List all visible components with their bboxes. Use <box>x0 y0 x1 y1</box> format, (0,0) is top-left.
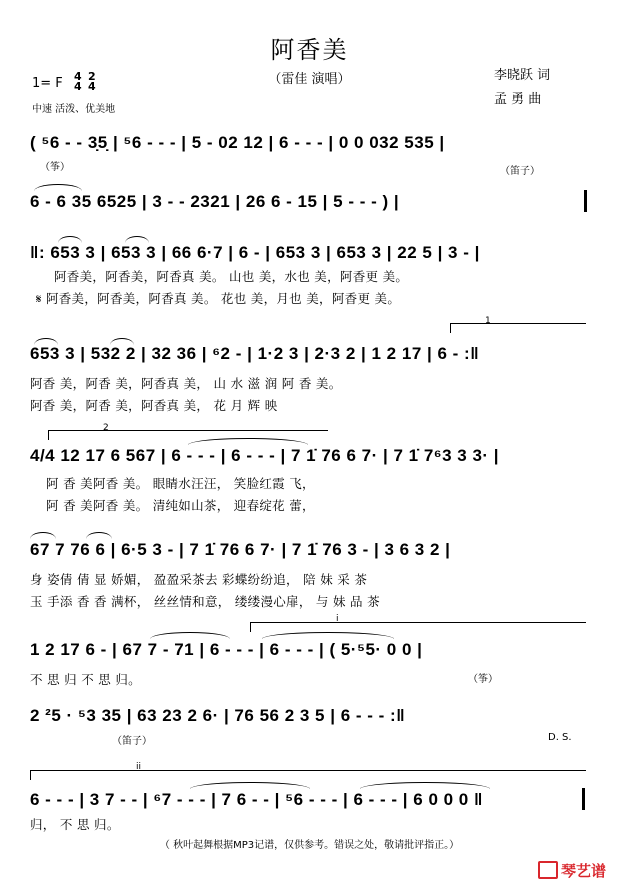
volta-number-ii: ii <box>136 762 142 772</box>
logo-icon <box>538 861 558 879</box>
tie <box>262 632 394 639</box>
volta-number-1: 1 <box>485 316 491 326</box>
tempo-marking: 中速 活泼、优美地 <box>32 104 116 115</box>
volta-bracket-2-edge <box>48 430 49 440</box>
volta-bracket-i-edge <box>250 622 251 632</box>
volta-number-2: 2 <box>103 423 109 433</box>
lyric-row-7-verse-1: 不 思 归 不 思 归。 <box>30 672 141 687</box>
slur <box>58 236 82 243</box>
notation-row-4: 653 3 | 532 2 | 32 36 | ⁶2 - | 1·2 3 | 2·3 2 | 1 2 17 | 6 - :‖ <box>30 344 480 363</box>
notation-row-2: 6 - 6 35 6525 | 3 - - 2321 | 26 6 - 15 | 5 - - - ) | <box>30 192 400 211</box>
lyric-row-9-verse-1: 归， 不 思 归。 <box>30 817 120 832</box>
volta-number-i: i <box>336 614 339 624</box>
lyric-row-3-verse-1: 阿香美，阿香美，阿香真 美。 山也 美，水也 美，阿香更 美。 <box>54 269 409 284</box>
notation-row-9: 6 - - - | 3 7 - - | ⁶7 - - - | 7 6 - - | ⁵6 - - - | 6 - - - | 6 0 0 0 ‖ <box>30 790 483 809</box>
slur <box>125 236 149 243</box>
volta-bracket-1-edge <box>450 323 451 333</box>
instrument-mark-dizi: （笛子） <box>112 736 152 747</box>
tie <box>360 782 490 789</box>
lyric-row-4-verse-1: 阿香 美，阿香 美，阿香真 美， 山 水 滋 润 阿 香 美。 <box>30 376 342 391</box>
lyric-row-5-verse-1: 阿 香 美阿香 美。 眼睛水汪汪， 笑脸红霞 飞， <box>46 476 315 491</box>
thick-barline <box>584 190 587 212</box>
tie <box>190 782 310 789</box>
lyric-row-6-verse-2: 玉 手添 香 香 满杯， 丝丝情和意， 缕缕漫心扉， 与 妹 品 茶 <box>30 594 380 609</box>
singer-credit: （雷佳 演唱） <box>268 72 351 87</box>
volta-bracket-ii <box>30 770 586 771</box>
tie <box>188 438 308 445</box>
time-signature-4-4: 4 4 <box>74 70 82 93</box>
time-signature-2-4: 2 4 <box>88 70 96 93</box>
notation-row-1: ( ⁵6 - - 3̣5̣ | ⁵6 - - - | 5 - 02 12 | 6 - - - | 0 0 032 535 | <box>30 133 445 152</box>
page-title: 阿香美 <box>270 36 349 64</box>
notation-row-8: 2 ²5 · ⁵3 35 | 63 23 2 6· | 76 56 2 3 5 | 6 - - - :‖ <box>30 706 406 725</box>
lyric-row-5-verse-2: 阿 香 美阿香 美。 清纯如山茶， 迎春绽花 蕾， <box>46 498 315 513</box>
volta-bracket-1 <box>450 323 586 324</box>
volta-bracket-ii-edge <box>30 770 31 780</box>
notation-row-3: ‖: 653 3 | 653 3 | 66 6·7 | 6 - | 653 3 | 653 3 | 22 5 | 3 - | <box>30 243 480 262</box>
dal-segno-mark: D. S. <box>548 732 572 743</box>
instrument-mark-dizi: （笛子） <box>500 166 540 177</box>
volta-bracket-i <box>250 622 586 623</box>
volta-bracket-2 <box>48 430 328 431</box>
lyric-row-6-verse-1: 身 姿倩 倩 显 娇媚， 盈盈采茶去 彩蝶纷纷追， 陪 妹 采 茶 <box>30 572 368 587</box>
slur <box>150 632 230 639</box>
composer: 孟 勇 曲 <box>494 92 542 107</box>
instrument-mark-zheng: （筝） <box>468 674 498 685</box>
slur <box>30 532 56 539</box>
site-logo[interactable]: 琴艺谱 <box>538 860 606 881</box>
lyric-row-4-verse-2: 阿香 美，阿香 美，阿香真 美， 花 月 辉 映 <box>30 398 278 413</box>
notation-row-6: 67 7 76 6 | 6·5 3 - | 7 1̇ 76 6 7· | 7 1̇ 76 3 - | 3 6 3 2 | <box>30 540 451 559</box>
key-signature: 1= F <box>32 76 63 91</box>
lyric-row-3-verse-2: 𝄋 阿香美，阿香美，阿香真 美。 花也 美，月也 美，阿香更 美。 <box>36 291 401 306</box>
transcription-note: （ 秋叶起舞根据MP3记谱，仅供参考。错误之处，敬请批评指正。） <box>159 840 460 851</box>
notation-row-5: 4/4 12 17 6 567 | 6 - - - | 6 - - - | 7 1̇ 76 6 7· | 7 1̇ 7⁶3 3 3· | <box>30 446 500 465</box>
slur <box>86 532 112 539</box>
final-barline <box>582 788 585 810</box>
lyricist: 李晓跃 词 <box>494 68 551 83</box>
notation-row-7: 1 2 17 6 - | 67 7 - 71 | 6 - - - | 6 - - - | ( 5·⁵5· 0 0 | <box>30 640 423 659</box>
slur <box>34 184 82 191</box>
instrument-mark-zheng: （筝） <box>40 162 70 173</box>
